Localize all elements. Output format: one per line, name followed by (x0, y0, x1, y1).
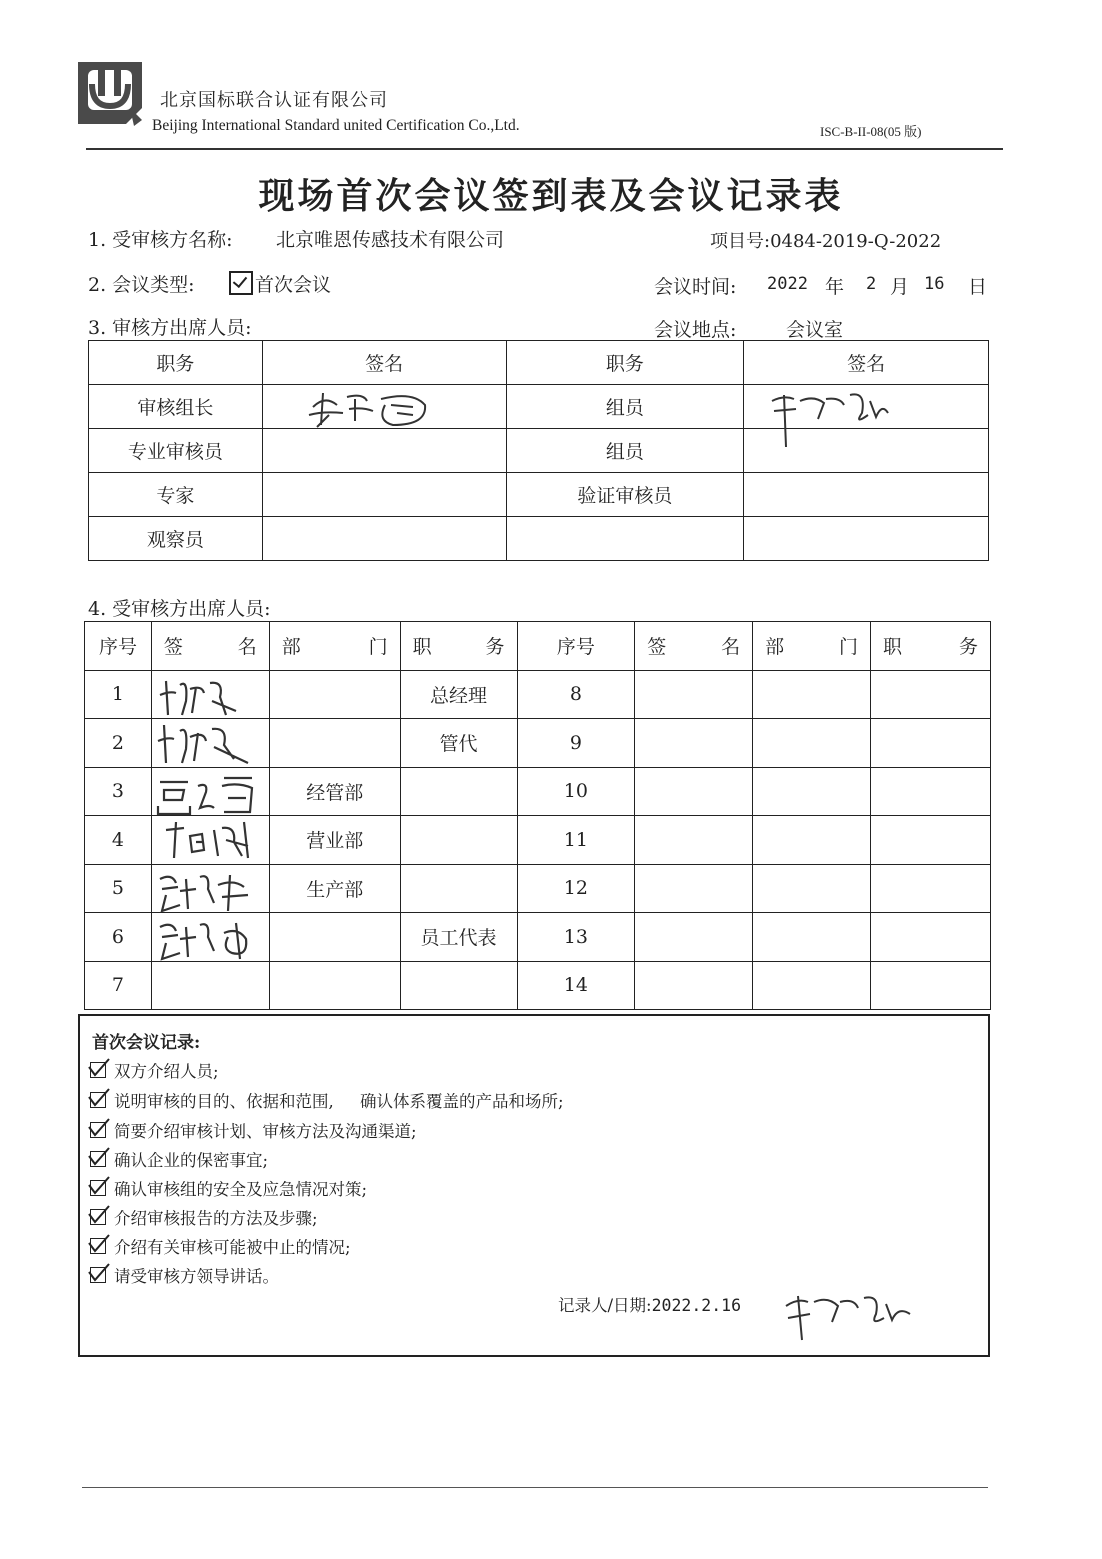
signature-cell (635, 913, 753, 962)
signature-cell (151, 670, 269, 719)
checkmark-icon (90, 1180, 106, 1196)
role-cell: 审核组长 (89, 385, 263, 429)
month-unit: 月 (890, 276, 910, 298)
dept-cell (753, 670, 871, 719)
signature-cell (151, 864, 269, 913)
footer-divider (82, 1487, 988, 1488)
record-item (90, 1058, 219, 1082)
row-number: 5 (85, 864, 152, 913)
header-char: 名 (237, 636, 257, 659)
row-number: 13 (517, 913, 635, 962)
checkmark-icon (90, 1062, 106, 1078)
table-row (89, 429, 989, 473)
day-unit: 日 (968, 276, 988, 298)
position-cell: 员工代表 (400, 913, 517, 962)
table-row (85, 864, 991, 913)
dept-cell (753, 913, 871, 962)
record-item-text: 确认审核组的安全及应急情况对策; (114, 1180, 368, 1199)
header-char: 部 (281, 636, 301, 659)
header-cell (871, 622, 991, 671)
header-cell: 签名 (744, 341, 989, 385)
signature-cell (262, 385, 506, 429)
signature-cell (744, 429, 989, 473)
dept-cell (753, 864, 871, 913)
company-logo (76, 58, 144, 128)
auditee-label: 1. 受审核方名称: (88, 229, 233, 251)
header-char: 务 (485, 636, 505, 659)
role-cell: 专业审核员 (89, 429, 263, 473)
dept-cell (753, 719, 871, 768)
auditee-name: 北京唯恩传感技术有限公司 (276, 229, 505, 251)
position-cell: 管代 (400, 719, 517, 768)
signature-cell (151, 816, 269, 865)
recorder-label: 记录人/日期: (558, 1296, 652, 1315)
signature-cell (635, 767, 753, 816)
role-cell: 组员 (506, 429, 744, 473)
header-cell (151, 622, 269, 671)
meeting-month: 2 (866, 274, 877, 294)
meeting-place-label: 会议地点: (654, 319, 737, 341)
position-cell (871, 816, 991, 865)
dept-cell (269, 719, 400, 768)
position-cell (400, 864, 517, 913)
auditee-attendance-table (84, 621, 991, 1010)
position-cell (871, 670, 991, 719)
header-char: 门 (839, 636, 859, 659)
header-char: 签 (163, 636, 183, 659)
record-item (90, 1205, 318, 1229)
record-item-text: 简要介绍审核计划、审核方法及沟通渠道; (114, 1122, 417, 1141)
record-item-text: 确认企业的保密事宜; (114, 1151, 269, 1170)
record-item-text: 双方介绍人员; (114, 1062, 219, 1081)
dept-cell (753, 816, 871, 865)
header-cell: 序号 (517, 622, 635, 671)
table-row (89, 517, 989, 561)
document-title: 现场首次会议签到表及会议记录表 (258, 176, 844, 217)
role-cell: 组员 (506, 385, 744, 429)
auditor-attendance-table (88, 340, 989, 561)
record-item-text: 请受审核方领导讲话。 (114, 1267, 279, 1286)
company-name-cn: 北京国标联合认证有限公司 (160, 90, 388, 111)
dept-cell: 生产部 (269, 864, 400, 913)
checkmark-icon (90, 1209, 106, 1225)
row-number: 1 (85, 670, 152, 719)
recorder-date: 2022.2.16 (651, 1296, 742, 1315)
auditee-attendees-label: 4. 受审核方出席人员: (88, 598, 271, 620)
header-char: 职 (883, 636, 903, 659)
position-cell (400, 961, 517, 1010)
handwritten-signature (263, 385, 507, 428)
handwritten-signature (152, 768, 270, 815)
record-item (90, 1118, 417, 1142)
dept-cell (753, 767, 871, 816)
signature-cell (635, 670, 753, 719)
header-divider (86, 148, 1003, 150)
row-number: 11 (517, 816, 635, 865)
dept-cell (269, 670, 400, 719)
dept-cell: 经管部 (269, 767, 400, 816)
header-cell: 职务 (506, 341, 744, 385)
table-header-row (85, 622, 991, 671)
row-number: 6 (85, 913, 152, 962)
checkmark-icon (90, 1151, 106, 1167)
meeting-day: 16 (924, 274, 945, 294)
header-cell: 职务 (89, 341, 263, 385)
header-cell: 签名 (262, 341, 506, 385)
record-title: 首次会议记录: (92, 1033, 201, 1053)
table-row (85, 913, 991, 962)
signature-cell (635, 816, 753, 865)
signature-cell (744, 517, 989, 561)
signature-cell (262, 473, 506, 517)
meeting-time-label: 会议时间: (654, 276, 737, 298)
handwritten-signature (152, 816, 270, 863)
signature-cell (151, 961, 269, 1010)
header-char: 门 (368, 636, 388, 659)
row-number: 4 (85, 816, 152, 865)
table-row (89, 473, 989, 517)
signature-cell (635, 961, 753, 1010)
position-cell: 总经理 (400, 670, 517, 719)
meeting-type-label: 2. 会议类型: (88, 274, 195, 296)
project-number: 项目号:0484-2019-Q-2022 (710, 231, 942, 252)
record-item (90, 1263, 279, 1287)
auditor-attendees-label: 3. 审核方出席人员: (88, 317, 252, 339)
dept-cell: 营业部 (269, 816, 400, 865)
signature-cell (744, 473, 989, 517)
checkmark-icon (90, 1092, 106, 1108)
signature-cell (151, 719, 269, 768)
signature-cell (151, 767, 269, 816)
table-header-row (89, 341, 989, 385)
handwritten-signature (152, 671, 270, 718)
table-row (85, 670, 991, 719)
handwritten-signature (744, 385, 989, 428)
year-unit: 年 (825, 276, 845, 298)
row-number: 2 (85, 719, 152, 768)
meeting-type-field (229, 270, 331, 297)
header-cell (753, 622, 871, 671)
checkmark-icon (90, 1238, 106, 1254)
meeting-year: 2022 (767, 274, 808, 294)
company-name-en: Beijing International Standard united Certification Co.,Ltd. (152, 117, 520, 134)
record-item-text: 介绍审核报告的方法及步骤; (114, 1209, 318, 1228)
position-cell (871, 767, 991, 816)
record-item-text: 介绍有关审核可能被中止的情况; (114, 1238, 351, 1257)
role-cell (506, 517, 744, 561)
table-row (85, 816, 991, 865)
position-cell (400, 767, 517, 816)
role-cell: 观察员 (89, 517, 263, 561)
row-number: 9 (517, 719, 635, 768)
record-item-text: 说明审核的目的、依据和范围, 确认体系覆盖的产品和场所; (114, 1092, 564, 1111)
position-cell (871, 961, 991, 1010)
dept-cell (753, 961, 871, 1010)
table-row (89, 385, 989, 429)
header-cell (269, 622, 400, 671)
signature-cell (635, 864, 753, 913)
signature-cell (635, 719, 753, 768)
signature-cell (744, 385, 989, 429)
header-cell (635, 622, 753, 671)
record-item (90, 1176, 367, 1200)
meeting-type-value: 首次会议 (255, 274, 332, 296)
header-cell: 序号 (85, 622, 152, 671)
header-char: 职 (412, 636, 432, 659)
table-row (85, 767, 991, 816)
form-code: ISC-B-II-08(05 版) (820, 124, 922, 139)
row-number: 12 (517, 864, 635, 913)
handwritten-signature (152, 719, 270, 766)
header-cell (400, 622, 517, 671)
position-cell (400, 816, 517, 865)
record-item (90, 1147, 268, 1171)
row-number: 8 (517, 670, 635, 719)
recorder-line (558, 1292, 741, 1316)
header-char: 务 (958, 636, 978, 659)
row-number: 3 (85, 767, 152, 816)
header-char: 部 (765, 636, 785, 659)
row-number: 7 (85, 961, 152, 1010)
signature-cell (262, 517, 506, 561)
header-char: 签 (647, 636, 667, 659)
meeting-record-box (78, 1014, 990, 1357)
position-cell (871, 913, 991, 962)
position-cell (871, 864, 991, 913)
handwritten-signature (152, 865, 270, 912)
handwritten-signature (780, 1284, 920, 1344)
row-number: 10 (517, 767, 635, 816)
checkmark-icon (90, 1267, 106, 1283)
record-item (90, 1234, 351, 1258)
record-item (90, 1088, 564, 1112)
handwritten-signature (152, 913, 270, 960)
role-cell: 专家 (89, 473, 263, 517)
checkmark-icon (90, 1122, 106, 1138)
role-cell: 验证审核员 (506, 473, 744, 517)
checkbox-checked-icon (229, 271, 253, 295)
signature-cell (151, 913, 269, 962)
dept-cell (269, 913, 400, 962)
position-cell (871, 719, 991, 768)
dept-cell (269, 961, 400, 1010)
table-row (85, 719, 991, 768)
row-number: 14 (517, 961, 635, 1010)
header-char: 名 (721, 636, 741, 659)
signature-cell (262, 429, 506, 473)
meeting-place: 会议室 (786, 319, 844, 341)
table-row (85, 961, 991, 1010)
